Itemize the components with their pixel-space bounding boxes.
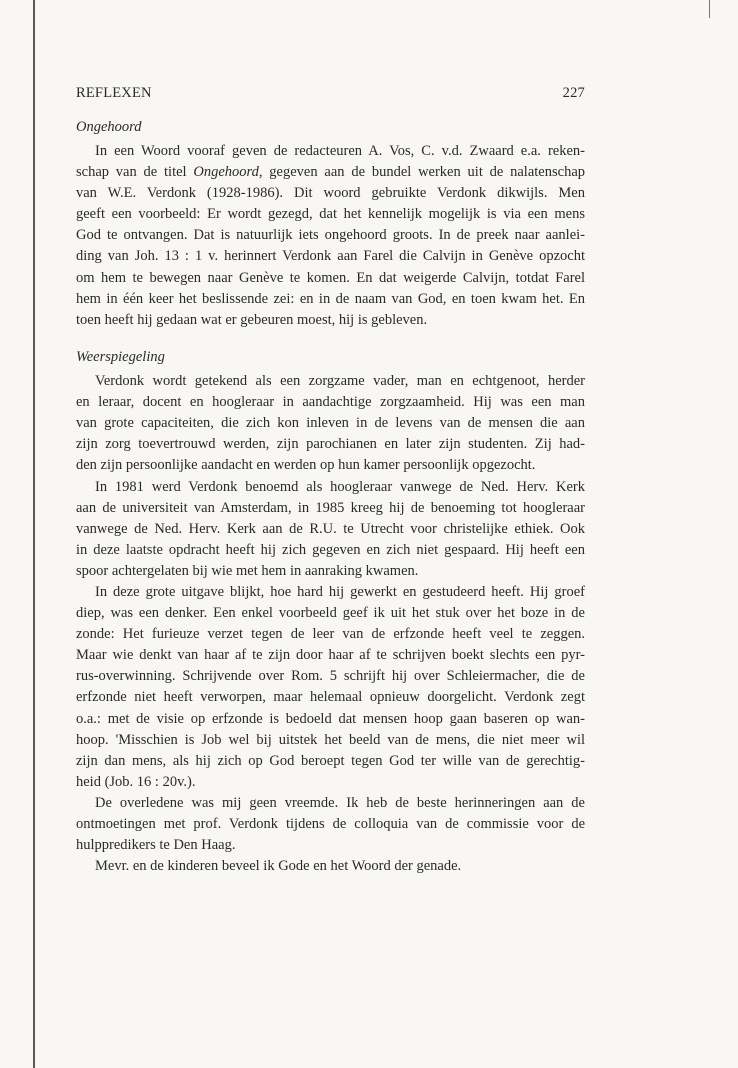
text-line: van grote capaciteiten, die zich kon inleven in de levens van de mensen die aan xyxy=(76,415,585,432)
text-line: In deze grote uitgave blijkt, hoe hard hij gewerkt en gestudeerd heeft. Hij groef xyxy=(95,584,585,600)
page-right-edge-mark xyxy=(709,0,710,18)
text-line: den zijn persoonlijke aandacht en werden op hun kamer persoonlijk opgezocht. xyxy=(76,457,536,474)
text-line: vanwege de Ned. Herv. Kerk aan de R.U. te Utrecht voor christelijke ethiek. Ook xyxy=(76,521,585,538)
page-number: 227 xyxy=(562,85,585,101)
text-line: In 1981 werd Verdonk benoemd als hoogleraar vanwege de Ned. Herv. Kerk xyxy=(95,479,585,495)
text-line: hem in één keer het beslissende zei: en in de naam van God, en toen kwam het. En xyxy=(76,290,585,307)
paragraph-weerspiegeling-3 xyxy=(76,582,585,793)
text-line: De overledene was mij geen vreemde. Ik heb de beste herinneringen aan de xyxy=(95,795,585,811)
text-line: hoop. 'Misschien is Job wel bij uitstek het beeld van de mens, die niet meer wil xyxy=(76,731,585,748)
text-line: heid (Job. 16 : 20v.). xyxy=(76,773,196,790)
text-line: van W.E. Verdonk (1928-1986). Dit woord gebruikte Verdonk dikwijls. Men xyxy=(76,185,585,202)
text-line: ding van Joh. 13 : 1 v. herinnert Verdonk aan Farel die Calvijn in Genève opzocht xyxy=(76,248,585,265)
paragraph-weerspiegeling-2 xyxy=(76,477,585,582)
text-line: God te ontvangen. Dat is natuurlijk iets ongehoord groots. In de preek naar aanlei- xyxy=(76,227,585,244)
text-line: diep, was een denker. Een enkel voorbeeld geef ik uit het stuk over het boze in de xyxy=(76,605,585,622)
italic-title: Ongehoord, xyxy=(193,164,263,181)
text-line: aan de universiteit van Amsterdam, in 1985 kreeg hij de benoeming tot hoogleraar xyxy=(76,500,585,517)
text-line: Verdonk wordt getekend als een zorgzame vader, man en echtgenoot, herder xyxy=(95,373,585,389)
page-left-edge xyxy=(33,0,35,1068)
text-line: hulppredikers te Den Haag. xyxy=(76,837,236,854)
running-title: REFLEXEN xyxy=(76,85,152,101)
section-heading-weerspiegeling: Weerspiegeling xyxy=(76,349,165,365)
text-line: toen heeft hij gedaan wat er gebeuren moest, hij is gebleven. xyxy=(76,311,428,328)
text-line: Maar wie denkt van haar af te zijn door haar af te schrijven boekt slechts een pyr- xyxy=(76,647,585,664)
text-line: rus-overwinning. Schrijvende over Rom. 5 schrijft hij over Schleiermacher, die de xyxy=(76,668,585,685)
paragraph-ongehoord xyxy=(76,141,585,331)
paragraph-weerspiegeling-1 xyxy=(76,371,585,476)
text-line: schap van de titel Ongehoord, gegeven aan de bundel werken uit de nalatenschap xyxy=(76,164,586,181)
text-line: geeft een voorbeeld: Er wordt gezegd, dat het kennelijk mogelijk is via een mens xyxy=(76,206,585,223)
section-heading-ongehoord: Ongehoord xyxy=(76,119,142,135)
text-line: o.a.: met de visie op erfzonde is bedoeld dat mensen hoop gaan baseren op wan- xyxy=(76,710,585,727)
text-line: zijn zorg toevertrouwd werden, zijn parochianen en later zijn studenten. Zij had- xyxy=(76,436,585,453)
text-line: om hem te bewegen naar Genève te komen. En dat weigerde Calvijn, totdat Farel xyxy=(76,269,585,286)
text-line: en leraar, docent en hoogleraar in aandachtige zorgzaamheid. Hij was een man xyxy=(76,394,585,411)
text-line: in deze laatste opdracht heeft hij zich gegeven en zich niet gespaard. Hij heeft een xyxy=(76,542,585,559)
text-line: In een Woord vooraf geven de redacteuren A. Vos, C. v.d. Zwaard e.a. reken- xyxy=(95,143,585,159)
text-line: zijn dan mens, als hij zich op God beroept tegen God ter wille van de gerechtig- xyxy=(76,752,585,769)
paragraph-weerspiegeling-4 xyxy=(76,793,585,856)
text-line: zonde: Het furieuze verzet tegen de leer van de erfzonde heeft veel te zeggen. xyxy=(76,626,585,643)
text-line: Mevr. en de kinderen beveel ik Gode en het Woord der genade. xyxy=(95,858,462,874)
paragraph-weerspiegeling-5 xyxy=(76,856,585,877)
text-line: spoor achtergelaten bij wie met hem in aanraking kwamen. xyxy=(76,563,419,580)
text-line: ontmoetingen met prof. Verdonk tijdens de colloquia van de commissie voor de xyxy=(76,816,585,833)
text-line: erfzonde niet heeft verworpen, maar helemaal opnieuw doorgelicht. Verdonk zegt xyxy=(76,689,585,706)
